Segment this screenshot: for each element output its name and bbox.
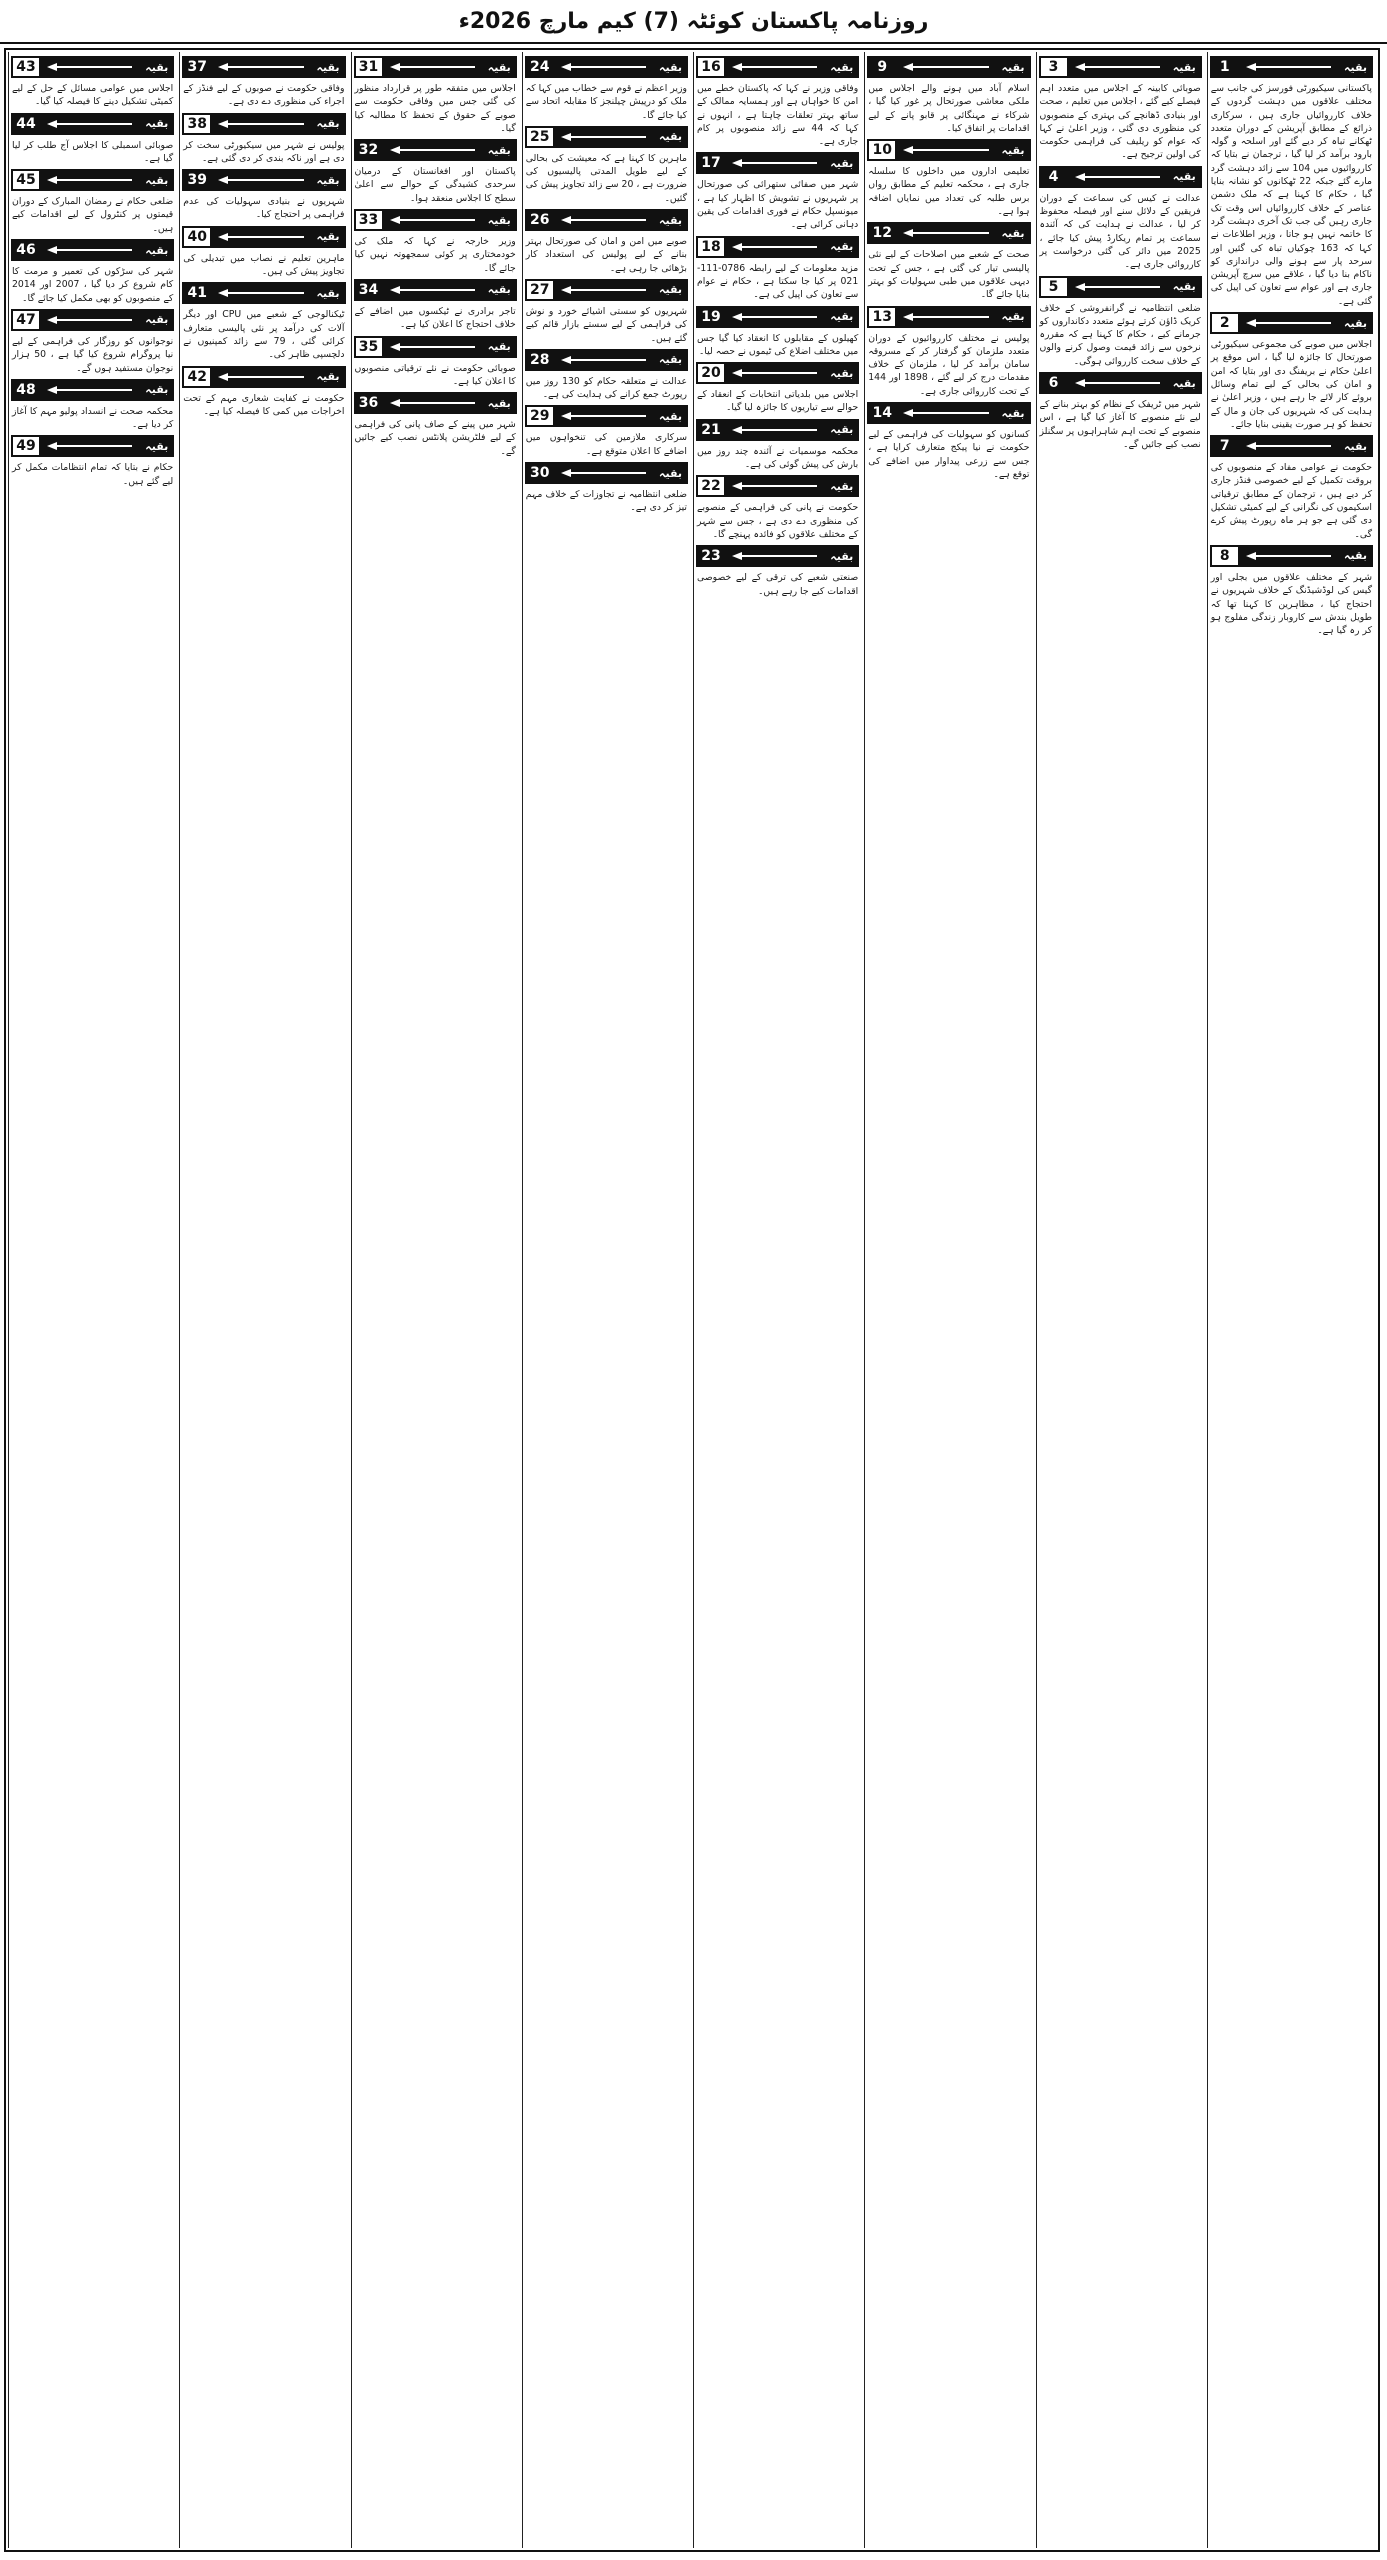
article-text: وفاقی وزیر نے کہا کہ پاکستان خطے میں امن کا خواہاں ہے اور ہمسایہ ممالک کے ساتھ بہتر تعلقات چاہتا ہے ، انہوں نے کہا کہ 44 سے زائد منصوبوں پر کام جاری ہے۔: [697, 83, 859, 148]
article-text: محکمہ صحت نے انسداد پولیو مہم کا آغاز کر دیا ہے۔: [12, 405, 174, 431]
banner-number: 38: [184, 115, 212, 133]
banner-number: 32: [356, 141, 384, 159]
arrow-left-icon: [726, 58, 857, 76]
banner-label: بقیہ: [145, 60, 169, 74]
banner-number: 26: [527, 211, 555, 229]
banner-label: بقیہ: [316, 117, 340, 131]
arrow-left-icon: [726, 547, 857, 565]
arrow-left-icon: [555, 128, 686, 146]
arrow-left-icon: [212, 368, 343, 386]
article-text: شہر میں ٹریفک کے نظام کو بہتر بنانے کے لیے نئے منصوبے کا آغاز کیا گیا ہے ، اس منصوبے کے تحت اہم شاہراہوں پر سگنلز نصب کیے جائیں گے۔: [1039, 399, 1201, 450]
continuation-banner: [696, 236, 859, 258]
banner-number: 6: [1041, 374, 1069, 392]
arrow-left-icon: [555, 351, 686, 369]
banner-number: 47: [13, 311, 41, 329]
column-5: [522, 52, 691, 2548]
column-1: [1207, 52, 1376, 2548]
article-text: شہر کی سڑکوں کی تعمیر و مرمت کا کام شروع کر دیا گیا ، 2007 اور 2014 کے منصوبوں کو بھی مکمل کیا جائے گا۔: [12, 266, 174, 304]
continuation-banner: [696, 362, 859, 384]
column-3: [864, 52, 1033, 2548]
banner-number: 43: [13, 58, 41, 76]
arrow-left-icon: [1069, 278, 1200, 296]
banner-label: بقیہ: [487, 396, 511, 410]
arrow-left-icon: [897, 308, 1028, 326]
article-text: حکومت نے پانی کی فراہمی کے منصوبے کی منظوری دے دی ہے ، جس سے شہر کے مختلف علاقوں کو فائدہ پہنچے گا۔: [697, 502, 859, 540]
banner-number: 16: [698, 58, 726, 76]
continuation-banner: [11, 113, 174, 135]
article-text: نوجوانوں کو روزگار کی فراہمی کے لیے نیا پروگرام شروع کیا گیا ہے ، 50 ہزار نوجوان مستفید ہوں گے۔: [12, 335, 174, 374]
continuation-banner: [525, 126, 688, 148]
banner-number: 33: [356, 211, 384, 229]
arrow-left-icon: [1240, 547, 1371, 565]
banner-label: بقیہ: [1001, 406, 1025, 420]
article-text: شہریوں نے بنیادی سہولیات کی عدم فراہمی پر احتجاج کیا۔: [183, 196, 345, 221]
banner-number: 49: [13, 437, 41, 455]
arrow-left-icon: [212, 115, 343, 133]
column-divider: [1036, 52, 1037, 2548]
arrow-left-icon: [384, 141, 515, 159]
article-text: ضلعی حکام نے رمضان المبارک کے دوران قیمتوں پر کنٹرول کے لیے اقدامات کیے ہیں۔: [12, 196, 174, 234]
banner-number: 27: [527, 281, 555, 299]
continuation-banner: [11, 379, 174, 401]
continuation-banner: [1210, 56, 1373, 78]
continuation-banner: [696, 475, 859, 497]
column-divider: [864, 52, 865, 2548]
banner-label: بقیہ: [659, 353, 682, 367]
banner-label: بقیہ: [316, 230, 340, 244]
article-text: اجلاس میں بلدیاتی انتخابات کے انعقاد کے حوالے سے تیاریوں کا جائزہ لیا گیا۔: [697, 389, 859, 414]
banner-label: بقیہ: [1001, 310, 1025, 324]
banner-label: بقیہ: [1172, 280, 1196, 294]
article-text: صوبائی حکومت نے نئے ترقیاتی منصوبوں کا اعلان کیا ہے۔: [354, 362, 516, 387]
banner-label: بقیہ: [659, 130, 682, 144]
article-text: پاکستان اور افغانستان کے درمیان سرحدی کشیدگی کے حوالے سے اعلیٰ سطح کا اجلاس منعقد ہوا۔: [354, 166, 516, 204]
arrow-left-icon: [384, 211, 515, 229]
arrow-left-icon: [41, 171, 172, 189]
column-divider: [179, 52, 180, 2548]
arrow-left-icon: [384, 338, 515, 356]
newspaper-title: روزنامہ پاکستان کوئٹہ (7) کیم مارچ 2026ء: [458, 8, 929, 34]
continuation-banner: [696, 306, 859, 328]
article-text: محکمہ موسمیات نے آئندہ چند روز میں بارش کی پیش گوئی کی ہے۔: [697, 445, 859, 471]
banner-number: 9: [869, 58, 897, 76]
article-text: صوبائی اسمبلی کا اجلاس آج طلب کر لیا گیا ہے۔: [12, 139, 174, 164]
article-text: حکومت نے کفایت شعاری مہم کے تحت اخراجات میں کمی کا فیصلہ کیا ہے۔: [183, 392, 345, 417]
article-text: اسلام آباد میں ہونے والے اجلاس میں ملکی معاشی صورتحال پر غور کیا گیا ، شرکاء نے مہنگائی پر قابو پانے کے لیے اقدامات پر اتفاق کیا۔: [868, 83, 1030, 134]
continuation-banner: [11, 239, 174, 261]
continuation-banner: [182, 113, 345, 135]
arrow-left-icon: [555, 58, 686, 76]
continuation-banner: [696, 152, 859, 174]
banner-label: بقیہ: [145, 173, 169, 187]
banner-number: 48: [13, 381, 41, 399]
continuation-banner: [11, 309, 174, 331]
arrow-left-icon: [1240, 314, 1371, 332]
banner-number: 4: [1041, 168, 1069, 186]
article-text: اجلاس میں صوبے کی مجموعی سیکیورٹی صورتحال کا جائزہ لیا گیا ، اس موقع پر اعلیٰ حکام نے بریفنگ دی اور بتایا کہ امن و امان کی بحالی کے لیے تمام وسائل بروئے کار لائے جا رہے ہیں ، وزیر اعلیٰ نے ہدایت کی کہ شہریوں کی جان و مال کے تحفظ کو ہر صورت یقینی بنایا جائے۔: [1210, 339, 1372, 430]
arrow-left-icon: [726, 364, 857, 382]
arrow-left-icon: [555, 281, 686, 299]
article-text: شہر میں پینے کے صاف پانی کی فراہمی کے لیے فلٹریشن پلانٹس نصب کیے جائیں گے۔: [354, 419, 516, 457]
banner-number: 24: [527, 58, 555, 76]
banner-number: 3: [1041, 58, 1069, 76]
continuation-banner: [1210, 435, 1373, 457]
continuation-banner: [525, 405, 688, 427]
banner-label: بقیہ: [316, 286, 340, 300]
article-text: صوبائی کابینہ کے اجلاس میں متعدد اہم فیصلے کیے گئے ، اجلاس میں تعلیم ، صحت اور بنیادی ڈھانچے کی بہتری کے منصوبوں کی منظوری دی گئی ، وزیر اعلیٰ نے کہا کہ عوام کو ریلیف کی فراہمی حکومت کی اولین ترجیح ہے۔: [1039, 83, 1201, 161]
banner-label: بقیہ: [659, 409, 682, 423]
banner-number: 30: [527, 464, 555, 482]
banner-number: 34: [356, 281, 384, 299]
banner-label: بقیہ: [487, 213, 511, 227]
article-text: وزیر اعظم نے قوم سے خطاب میں کہا کہ ملک کو درپیش چیلنجز کا مقابلہ اتحاد سے کیا جائے گا۔: [525, 83, 687, 121]
continuation-banner: [182, 282, 345, 304]
banner-number: 25: [527, 128, 555, 146]
article-text: تعلیمی اداروں میں داخلوں کا سلسلہ جاری ہے ، محکمہ تعلیم کے مطابق رواں برس طلبہ کی تعداد میں نمایاں اضافہ ہوا ہے۔: [868, 166, 1030, 218]
column-6: [351, 52, 520, 2548]
continuation-banner: [354, 209, 517, 231]
arrow-left-icon: [1240, 58, 1371, 76]
banner-number: 45: [13, 171, 41, 189]
arrow-left-icon: [1069, 58, 1200, 76]
continuation-banner: [354, 139, 517, 161]
article-text: وزیر خارجہ نے کہا کہ ملک کی خودمختاری پر کوئی سمجھوتہ نہیں کیا جائے گا۔: [354, 236, 516, 274]
masthead: [0, 0, 1387, 44]
banner-label: بقیہ: [145, 117, 169, 131]
banner-label: بقیہ: [659, 466, 682, 480]
continuation-banner: [1210, 312, 1373, 334]
banner-number: 31: [356, 58, 384, 76]
banner-label: بقیہ: [145, 243, 169, 257]
article-text: صحت کے شعبے میں اصلاحات کے لیے نئی پالیسی تیار کی گئی ہے ، جس کے تحت دیہی علاقوں میں طبی سہولیات کو بہتر بنایا جائے گا۔: [868, 249, 1030, 301]
banner-number: 23: [698, 547, 726, 565]
banner-label: بقیہ: [1344, 316, 1367, 330]
article-text: اجلاس میں عوامی مسائل کے حل کے لیے کمیٹی تشکیل دینے کا فیصلہ کیا گیا۔: [12, 83, 174, 108]
article-text: اجلاس میں متفقہ طور پر قرارداد منظور کی گئی جس میں وفاقی حکومت سے صوبے کے حقوق کے تحفظ کا مطالبہ کیا گیا۔: [354, 83, 516, 134]
article-text: ٹیکنالوجی کے شعبے میں CPU اور دیگر آلات کی درآمد پر نئی پالیسی متعارف کرائی گئی ، 79 سے زائد کمپنیوں نے دلچسپی ظاہر کی۔: [183, 309, 345, 361]
article-text: پولیس نے مختلف کارروائیوں کے دوران متعدد ملزمان کو گرفتار کر کے مسروقہ سامان برآمد کر لیا ، ملزمان کے خلاف مقدمات درج کر لیے گئے ، 1898 اور 144 کے تحت کارروائی جاری ہے۔: [868, 332, 1030, 397]
banner-label: بقیہ: [487, 283, 511, 297]
banner-label: بقیہ: [316, 60, 340, 74]
continuation-banner: [182, 226, 345, 248]
article-text: ضلعی انتظامیہ نے تجاوزات کے خلاف مہم تیز کر دی ہے۔: [525, 489, 687, 514]
arrow-left-icon: [41, 437, 172, 455]
column-7: [179, 52, 348, 2548]
continuation-banner: [182, 366, 345, 388]
continuation-banner: [354, 336, 517, 358]
banner-number: 46: [13, 241, 41, 259]
article-text: کھیلوں کے مقابلوں کا انعقاد کیا گیا جس میں مختلف اضلاع کی ٹیموں نے حصہ لیا۔: [697, 332, 859, 357]
banner-number: 19: [698, 308, 726, 326]
banner-number: 5: [1041, 278, 1069, 296]
arrow-left-icon: [897, 141, 1028, 159]
banner-label: بقیہ: [1172, 60, 1196, 74]
article-text: حکام نے بتایا کہ تمام انتظامات مکمل کر لیے گئے ہیں۔: [12, 462, 174, 487]
arrow-left-icon: [555, 407, 686, 425]
article-text: سرکاری ملازمین کی تنخواہوں میں اضافے کا اعلان متوقع ہے۔: [525, 432, 687, 457]
continuation-banner: [11, 56, 174, 78]
arrow-left-icon: [1069, 168, 1200, 186]
continuation-banner: [182, 56, 345, 78]
article-text: صنعتی شعبے کی ترقی کے لیے خصوصی اقدامات کیے جا رہے ہیں۔: [697, 572, 859, 597]
continuation-banner: [525, 56, 688, 78]
continuation-banner: [867, 139, 1030, 161]
banner-label: بقیہ: [1172, 376, 1196, 390]
arrow-left-icon: [384, 394, 515, 412]
banner-label: بقیہ: [145, 439, 169, 453]
arrow-left-icon: [897, 404, 1028, 422]
banner-number: 44: [13, 115, 41, 133]
arrow-left-icon: [384, 281, 515, 299]
banner-number: 36: [356, 394, 384, 412]
article-text: شہر میں صفائی ستھرائی کی صورتحال پر شہریوں نے تشویش کا اظہار کیا ہے ، میونسپل حکام نے فوری اقدامات کی یقین دہانی کرائی ہے۔: [697, 179, 859, 231]
banner-number: 17: [698, 154, 726, 172]
banner-label: بقیہ: [1344, 549, 1367, 563]
continuation-banner: [867, 56, 1030, 78]
banner-number: 12: [869, 224, 897, 242]
arrow-left-icon: [212, 228, 343, 246]
column-4: [693, 52, 862, 2548]
continuation-banner: [696, 419, 859, 441]
continuation-banner: [1039, 166, 1202, 188]
continuation-banner: [11, 169, 174, 191]
arrow-left-icon: [41, 241, 172, 259]
banner-label: بقیہ: [659, 213, 682, 227]
continuation-banner: [1039, 276, 1202, 298]
arrow-left-icon: [555, 211, 686, 229]
banner-label: بقیہ: [1344, 60, 1367, 74]
banner-label: بقیہ: [659, 60, 682, 74]
banner-label: بقیہ: [316, 370, 340, 384]
banner-number: 28: [527, 351, 555, 369]
article-text: عدالت نے متعلقہ حکام کو 130 روز میں رپورٹ جمع کرانے کی ہدایت کی ہے۔: [525, 375, 687, 401]
arrow-left-icon: [726, 421, 857, 439]
continuation-banner: [696, 56, 859, 78]
banner-number: 35: [356, 338, 384, 356]
banner-label: بقیہ: [830, 366, 854, 380]
arrow-left-icon: [726, 238, 857, 256]
continuation-banner: [696, 545, 859, 567]
banner-number: 29: [527, 407, 555, 425]
banner-number: 14: [869, 404, 897, 422]
banner-label: بقیہ: [487, 143, 511, 157]
banner-number: 18: [698, 238, 726, 256]
banner-number: 10: [869, 141, 897, 159]
article-text: تاجر برادری نے ٹیکسوں میں اضافے کے خلاف احتجاج کا اعلان کیا ہے۔: [354, 305, 516, 331]
article-text: عدالت نے کیس کی سماعت کے دوران فریقین کے دلائل سنے اور فیصلہ محفوظ کر لیا ، عدالت نے ہدایت کی کہ آئندہ سماعت پر تمام ریکارڈ پیش کیا جائے ، 2025 میں دائر کی گئی درخواست پر کارروائی جاری ہے۔: [1039, 192, 1201, 271]
continuation-banner: [525, 279, 688, 301]
arrow-left-icon: [41, 381, 172, 399]
article-text: کسانوں کو سہولیات کی فراہمی کے لیے حکومت نے نیا پیکج متعارف کرایا ہے ، جس سے زرعی پیداوار میں اضافے کی توقع ہے۔: [868, 429, 1030, 480]
continuation-banner: [867, 402, 1030, 424]
arrow-left-icon: [726, 154, 857, 172]
column-2: [1036, 52, 1205, 2548]
article-text: شہریوں کو سستی اشیائے خورد و نوش کی فراہمی کے لیے سستے بازار قائم کیے گئے ہیں۔: [525, 305, 687, 344]
continuation-banner: [525, 349, 688, 371]
banner-label: بقیہ: [1344, 439, 1367, 453]
arrow-left-icon: [555, 464, 686, 482]
banner-label: بقیہ: [1172, 170, 1196, 184]
continuation-banner: [525, 462, 688, 484]
banner-number: 13: [869, 308, 897, 326]
column-divider: [1207, 52, 1208, 2548]
banner-number: 21: [698, 421, 726, 439]
banner-label: بقیہ: [830, 240, 854, 254]
article-text: شہر کے مختلف علاقوں میں بجلی اور گیس کی لوڈشیڈنگ کے خلاف شہریوں نے احتجاج کیا ، مظاہرین کا کہنا تھا کہ طویل بندش سے کاروبار زندگی مفلوج ہو کر رہ گیا ہے۔: [1210, 571, 1372, 637]
banner-label: بقیہ: [1001, 60, 1025, 74]
banner-number: 7: [1212, 437, 1240, 455]
banner-number: 1: [1212, 58, 1240, 76]
banner-number: 41: [184, 284, 212, 302]
arrow-left-icon: [41, 311, 172, 329]
continuation-banner: [867, 222, 1030, 244]
banner-label: بقیہ: [830, 479, 854, 493]
arrow-left-icon: [41, 58, 172, 76]
continuation-banner: [11, 435, 174, 457]
banner-label: بقیہ: [830, 60, 854, 74]
banner-number: 39: [184, 171, 212, 189]
arrow-left-icon: [212, 284, 343, 302]
banner-label: بقیہ: [316, 173, 340, 187]
column-divider: [522, 52, 523, 2548]
banner-label: بقیہ: [145, 313, 169, 327]
article-text: وفاقی حکومت نے صوبوں کے لیے فنڈز کے اجراء کی منظوری دے دی ہے۔: [183, 83, 345, 108]
banner-number: 2: [1212, 314, 1240, 332]
article-text: صوبے میں امن و امان کی صورتحال بہتر بنانے کے لیے پولیس کی استعداد کار بڑھائی جا رہی ہے۔: [525, 236, 687, 274]
article-text: ضلعی انتظامیہ نے گرانفروشی کے خلاف کریک ڈاؤن کرتے ہوئے متعدد دکانداروں کو جرمانے کیے ، حکام کا کہنا ہے کہ مقررہ نرخوں سے زائد قیمت وصول کرنے والوں کے خلاف سخت کارروائی ہوگی۔: [1039, 302, 1201, 367]
banner-label: بقیہ: [1001, 226, 1025, 240]
continuation-banner: [1039, 56, 1202, 78]
arrow-left-icon: [384, 58, 515, 76]
banner-label: بقیہ: [830, 423, 854, 437]
continuation-banner: [867, 306, 1030, 328]
article-text: ماہرین کا کہنا ہے کہ معیشت کی بحالی کے لیے طویل المدتی پالیسیوں کی ضرورت ہے ، 20 سے زائد تجاویز پیش کی گئیں۔: [525, 152, 687, 204]
banner-label: بقیہ: [487, 60, 511, 74]
arrow-left-icon: [212, 58, 343, 76]
column-divider: [8, 52, 9, 2548]
article-text: پاکستانی سیکیورٹی فورسز کی جانب سے مختلف علاقوں میں دہشت گردوں کے خلاف کارروائیاں جاری ہیں ، سرکاری ذرائع کے مطابق آپریشن کے دوران متعدد ٹھکانے تباہ کر دیے گئے اور اسلحہ و گولہ بارود برآمد کر لیا گیا ، ترجمان نے بتایا کہ کارروائیوں میں 104 سے زائد دہشت گرد مارے گئے جبکہ 22 ٹھکانوں کو نشانہ بنایا گیا ، حکام کا کہنا ہے کہ ملک دشمن عناصر کے خلاف کارروائیاں اس وقت تک جاری رہیں گی جب تک آخری دہشت گرد کا خاتمہ نہیں ہو جاتا ، وزیر اطلاعات نے کہا کہ 163 چوکیاں تباہ کی گئیں اور سرحد پار سے ہونے والی دراندازی کو ناکام بنا دیا گیا ، علاقے میں سرچ آپریشن جاری ہے اور عوام سے تعاون کی اپیل کی گئی ہے۔: [1210, 83, 1373, 307]
arrow-left-icon: [212, 171, 343, 189]
banner-label: بقیہ: [145, 383, 169, 397]
banner-label: بقیہ: [830, 310, 854, 324]
continuation-banner: [354, 56, 517, 78]
banner-label: بقیہ: [659, 283, 682, 297]
banner-number: 22: [698, 477, 726, 495]
column-divider: [693, 52, 694, 2548]
banner-number: 40: [184, 228, 212, 246]
arrow-left-icon: [897, 58, 1028, 76]
arrow-left-icon: [897, 224, 1028, 242]
continuation-banner: [182, 169, 345, 191]
banner-number: 42: [184, 368, 212, 386]
arrow-left-icon: [1240, 437, 1371, 455]
banner-label: بقیہ: [487, 340, 511, 354]
banner-label: بقیہ: [830, 549, 854, 563]
continuation-banner: [1210, 545, 1373, 567]
arrow-left-icon: [726, 477, 857, 495]
arrow-left-icon: [41, 115, 172, 133]
column-8: [8, 52, 177, 2548]
banner-number: 20: [698, 364, 726, 382]
article-text: پولیس نے شہر میں سیکیورٹی سخت کر دی ہے اور ناکہ بندی کر دی گئی ہے۔: [183, 139, 345, 164]
arrow-left-icon: [1069, 374, 1200, 392]
banner-number: 8: [1212, 547, 1240, 565]
banner-label: بقیہ: [830, 156, 854, 170]
banner-label: بقیہ: [1001, 143, 1025, 157]
banner-number: 37: [184, 58, 212, 76]
continuation-banner: [354, 279, 517, 301]
article-text: مزید معلومات کے لیے رابطہ 0786-111-021 پر کیا جا سکتا ہے ، حکام نے عوام سے تعاون کی اپیل کی ہے۔: [697, 262, 859, 301]
continuation-banner: [354, 392, 517, 414]
article-text: حکومت نے عوامی مفاد کے منصوبوں کی بروقت تکمیل کے لیے خصوصی فنڈز جاری کر دیے ہیں ، ترجمان کے مطابق ترقیاتی اسکیموں کی نگرانی کے لیے کمیٹی تشکیل دی گئی ہے جو ہر ماہ رپورٹ پیش کرے گی۔: [1210, 462, 1372, 540]
article-text: ماہرین تعلیم نے نصاب میں تبدیلی کی تجاویز پیش کی ہیں۔: [183, 252, 345, 278]
arrow-left-icon: [726, 308, 857, 326]
continuation-banner: [1039, 372, 1202, 394]
column-divider: [351, 52, 352, 2548]
continuation-banner: [525, 209, 688, 231]
